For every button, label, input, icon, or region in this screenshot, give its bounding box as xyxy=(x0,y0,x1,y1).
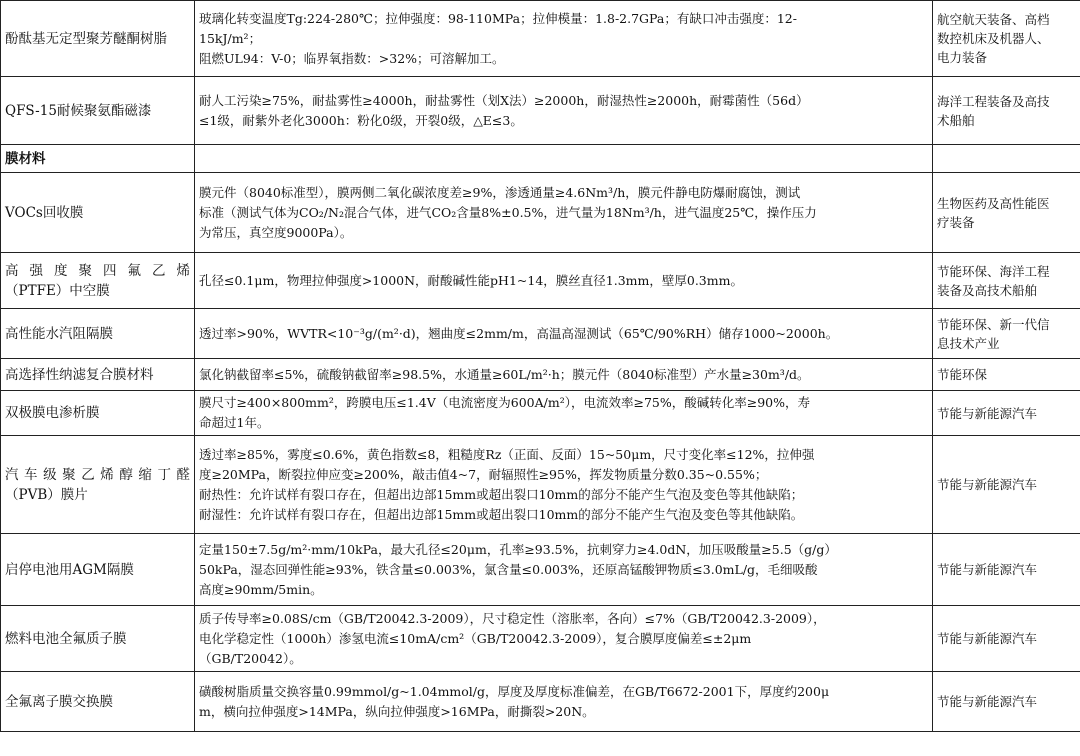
application-cell xyxy=(933,145,1080,173)
material-name-cell: 酚酞基无定型聚芳醚酮树脂 xyxy=(1,1,195,77)
table-row xyxy=(1,359,1080,391)
application-cell: 节能环保、新一代信 息技术产业 xyxy=(933,309,1080,359)
table-row xyxy=(1,1,1080,77)
material-name-cell: QFS-15耐候聚氨酯磁漆 xyxy=(1,77,195,145)
properties-cell: 膜尺寸≥400×800mm²，跨膜电压≤1.4V（电流密度为600A/m²），电流效率≥75%，酸碱转化率≥90%，寿 命超过1年。 xyxy=(195,391,933,436)
application-cell: 航空航天装备、高档 数控机床及机器人、 电力装备 xyxy=(933,1,1080,77)
table-row xyxy=(1,391,1080,436)
properties-cell: 质子传导率≥0.08S/cm（GB/T20042.3-2009），尺寸稳定性（溶胀率，各向）≤7%（GB/T20042.3-2009）， 电化学稳定性（1000h）渗氢电流≤10mA/cm²（GB/T20042.3-2009），复合膜厚度偏差≤±2μm （GB/T20042）。 xyxy=(195,606,933,672)
application-cell: 节能与新能源汽车 xyxy=(933,436,1080,534)
table-row xyxy=(1,606,1080,672)
table-row xyxy=(1,173,1080,253)
material-name-cell: 全氟离子膜交换膜 xyxy=(1,672,195,732)
properties-cell: 透过率>90%，WVTR<10⁻³g/(m²·d)，翘曲度≤2mm/m，高温高湿测试（65℃/90%RH）储存1000~2000h。 xyxy=(195,309,933,359)
table-row xyxy=(1,309,1080,359)
properties-cell: 膜元件（8040标准型），膜两侧二氧化碳浓度差≥9%，渗透通量≥4.6Nm³/h，膜元件静电防爆耐腐蚀，测试 标准（测试气体为CO₂/N₂混合气体，进气CO₂含量8%±0.5%，进气量为18Nm³/h，进气温度25℃，操作压力 为常压，真空度9000Pa）。 xyxy=(195,173,933,253)
table-row xyxy=(1,436,1080,534)
application-cell: 生物医药及高性能医 疗装备 xyxy=(933,173,1080,253)
table-row xyxy=(1,253,1080,309)
material-name-cell: 燃料电池全氟质子膜 xyxy=(1,606,195,672)
section-title: 膜材料 xyxy=(1,145,195,173)
table-row xyxy=(1,534,1080,606)
section-row xyxy=(1,145,1080,173)
application-cell: 节能与新能源汽车 xyxy=(933,672,1080,732)
properties-cell: 玻璃化转变温度Tg:224-280℃；拉伸强度：98-110MPa；拉伸模量：1.8-2.7GPa；有缺口冲击强度：12- 15kJ/m²； 阻燃UL94：V-0；临界氧指数：>32%；可溶解加工。 xyxy=(195,1,933,77)
material-name-cell: VOCs回收膜 xyxy=(1,173,195,253)
material-name-cell: 双极膜电渗析膜 xyxy=(1,391,195,436)
material-name-cell: 高性能水汽阻隔膜 xyxy=(1,309,195,359)
properties-cell: 氯化钠截留率≤5%，硫酸钠截留率≥98.5%，水通量≥60L/m²·h；膜元件（8040标准型）产水量≥30m³/d。 xyxy=(195,359,933,391)
properties-cell xyxy=(195,145,933,173)
material-name-cell: 汽车级聚乙烯醇缩丁醛 （PVB）膜片 xyxy=(1,436,195,534)
material-name-cell: 高强度聚四氟乙烯 （PTFE）中空膜 xyxy=(1,253,195,309)
application-cell: 节能环保 xyxy=(933,359,1080,391)
table-body xyxy=(1,1,1080,732)
application-cell: 节能与新能源汽车 xyxy=(933,534,1080,606)
properties-cell: 透过率≥85%，雾度≤0.6%，黄色指数≤8，粗糙度Rz（正面、反面）15~50μm，尺寸变化率≤12%，拉伸强 度≥20MPa，断裂拉伸应变≥200%，敲击值4~7，耐辐照性≥95%，挥发物质量分数0.35~0.55%； 耐热性：允许试样有裂口存在，但超出边部15mm或超出裂口10mm的部分不能产生气泡及变色等其他缺陷； 耐湿性：允许试样有裂口存在，但超出边部15mm或超出裂口10mm的部分不能产生气泡及变色等其他缺陷。 xyxy=(195,436,933,534)
properties-cell: 磺酸树脂质量交换容量0.99mmol/g~1.04mmol/g，厚度及厚度标准偏差，在GB/T6672-2001下，厚度约200μ m，横向拉伸强度>14MPa，纵向拉伸强度>16MPa，耐撕裂>20N。 xyxy=(195,672,933,732)
application-cell: 节能环保、海洋工程 装备及高技术船舶 xyxy=(933,253,1080,309)
table-row xyxy=(1,77,1080,145)
properties-cell: 耐人工污染≥75%，耐盐雾性≥4000h，耐盐雾性（划X法）≥2000h，耐湿热性≥2000h，耐霉菌性（56d） ≤1级，耐紫外老化3000h：粉化0级，开裂0级，△E≤3。 xyxy=(195,77,933,145)
material-name-cell: 高选择性纳滤复合膜材料 xyxy=(1,359,195,391)
properties-cell: 孔径≤0.1μm，物理拉伸强度>1000N，耐酸碱性能pH1~14，膜丝直径1.3mm，壁厚0.3mm。 xyxy=(195,253,933,309)
application-cell: 节能与新能源汽车 xyxy=(933,391,1080,436)
material-name-cell: 启停电池用AGM隔膜 xyxy=(1,534,195,606)
table-row xyxy=(1,672,1080,732)
application-cell: 节能与新能源汽车 xyxy=(933,606,1080,672)
properties-cell: 定量150±7.5g/m²·mm/10kPa，最大孔径≤20μm，孔率≥93.5%，抗刺穿力≥4.0dN，加压吸酸量≥5.5（g/g） 50kPa，湿态回弹性能≥93%，铁含量≤0.003%，氯含量≤0.003%，还原高锰酸钾物质≤3.0mL/g，毛细吸酸 高度≥90mm/5min。 xyxy=(195,534,933,606)
application-cell: 海洋工程装备及高技 术船舶 xyxy=(933,77,1080,145)
